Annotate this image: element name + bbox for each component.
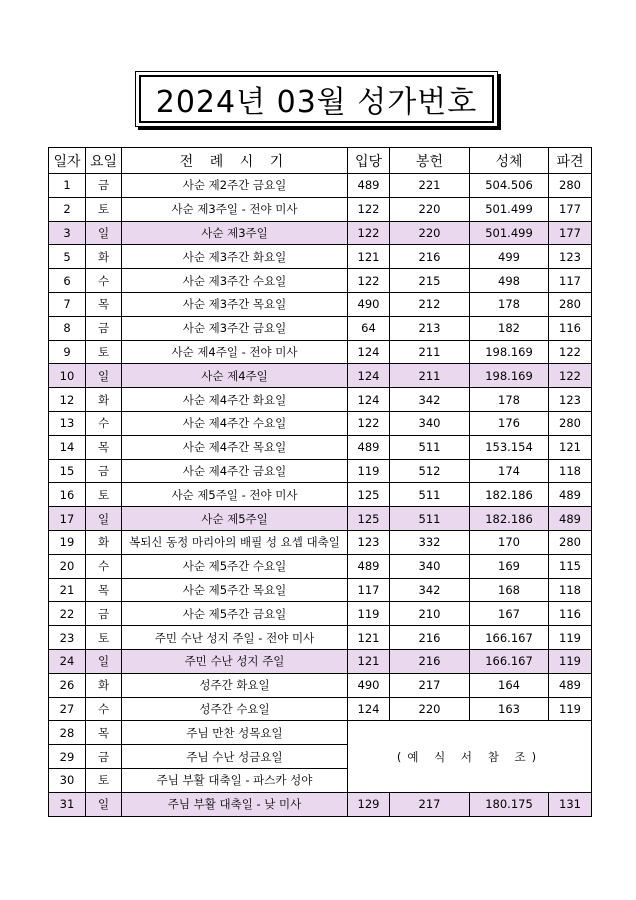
cell-entrance: 125 (348, 483, 390, 507)
cell-offertory: 212 (390, 292, 470, 316)
cell-dismissal: 489 (549, 483, 592, 507)
table-row-sunday (49, 792, 592, 816)
cell-offertory: 342 (390, 388, 470, 412)
merged-note: (예 식 서 참 조) (348, 721, 592, 792)
cell-liturgy: 사순 제4주간 금요일 (122, 459, 348, 483)
table-row (49, 697, 592, 721)
cell-offertory: 340 (390, 411, 470, 435)
cell-entrance: 121 (348, 626, 390, 650)
cell-communion: 176 (470, 411, 549, 435)
cell-entrance: 489 (348, 435, 390, 459)
cell-dismissal: 122 (549, 340, 592, 364)
cell-offertory: 210 (390, 602, 470, 626)
cell-offertory: 215 (390, 269, 470, 293)
cell-liturgy: 사순 제4주일 (122, 364, 348, 388)
cell-dismissal: 118 (549, 459, 592, 483)
cell-entrance: 119 (348, 602, 390, 626)
cell-dismissal: 177 (549, 197, 592, 221)
cell-communion: 174 (470, 459, 549, 483)
cell-entrance: 490 (348, 673, 390, 697)
cell-liturgy: 사순 제4주간 수요일 (122, 411, 348, 435)
cell-day: 6 (49, 269, 86, 293)
cell-liturgy: 사순 제4주간 목요일 (122, 435, 348, 459)
cell-day: 26 (49, 673, 86, 697)
cell-offertory: 340 (390, 554, 470, 578)
cell-offertory: 211 (390, 340, 470, 364)
cell-communion: 170 (470, 530, 549, 554)
cell-weekday: 금 (86, 602, 122, 626)
table-row (49, 197, 592, 221)
cell-offertory: 342 (390, 578, 470, 602)
cell-communion: 198.169 (470, 340, 549, 364)
cell-liturgy: 사순 제4주간 화요일 (122, 388, 348, 412)
cell-liturgy: 사순 제5주간 목요일 (122, 578, 348, 602)
cell-day: 7 (49, 292, 86, 316)
cell-day: 30 (49, 768, 86, 792)
cell-weekday: 토 (86, 768, 122, 792)
table-row (49, 626, 592, 650)
cell-entrance: 64 (348, 316, 390, 340)
cell-liturgy: 사순 제4주일 - 전야 미사 (122, 340, 348, 364)
cell-dismissal: 123 (549, 245, 592, 269)
cell-entrance: 489 (348, 554, 390, 578)
cell-communion: 164 (470, 673, 549, 697)
cell-day: 17 (49, 507, 86, 531)
cell-day: 27 (49, 697, 86, 721)
cell-liturgy: 주민 수난 성지 주일 (122, 649, 348, 673)
cell-communion: 182.186 (470, 483, 549, 507)
cell-dismissal: 121 (549, 435, 592, 459)
cell-weekday: 금 (86, 459, 122, 483)
cell-weekday: 토 (86, 197, 122, 221)
cell-weekday: 화 (86, 388, 122, 412)
cell-communion: 498 (470, 269, 549, 293)
cell-offertory: 217 (390, 792, 470, 816)
cell-communion: 166.167 (470, 649, 549, 673)
cell-liturgy: 복되신 동정 마리아의 배필 성 요셉 대축일 (122, 530, 348, 554)
cell-day: 24 (49, 649, 86, 673)
cell-communion: 166.167 (470, 626, 549, 650)
cell-communion: 153.154 (470, 435, 549, 459)
page-title: 2024년 03월 성가번호 (139, 75, 494, 123)
cell-entrance: 121 (348, 649, 390, 673)
table-row-sunday (49, 221, 592, 245)
cell-entrance: 489 (348, 174, 390, 198)
cell-liturgy: 사순 제5주일 (122, 507, 348, 531)
cell-dismissal: 280 (549, 292, 592, 316)
cell-entrance: 122 (348, 197, 390, 221)
cell-dismissal: 117 (549, 269, 592, 293)
cell-liturgy: 사순 제2주간 금요일 (122, 174, 348, 198)
header-row (49, 148, 592, 174)
cell-day: 29 (49, 745, 86, 769)
cell-entrance: 122 (348, 221, 390, 245)
cell-entrance: 124 (348, 364, 390, 388)
cell-dismissal: 116 (549, 316, 592, 340)
table-row (49, 292, 592, 316)
cell-dismissal: 123 (549, 388, 592, 412)
cell-liturgy: 사순 제3주일 - 전야 미사 (122, 197, 348, 221)
cell-weekday: 금 (86, 745, 122, 769)
table-row-sunday (49, 507, 592, 531)
cell-liturgy: 사순 제5주간 수요일 (122, 554, 348, 578)
table-row (49, 483, 592, 507)
cell-offertory: 217 (390, 673, 470, 697)
cell-dismissal: 489 (549, 507, 592, 531)
cell-communion: 178 (470, 292, 549, 316)
cell-weekday: 토 (86, 626, 122, 650)
cell-day: 12 (49, 388, 86, 412)
cell-weekday: 수 (86, 554, 122, 578)
cell-weekday: 일 (86, 221, 122, 245)
table-row (49, 554, 592, 578)
cell-liturgy: 성주간 화요일 (122, 673, 348, 697)
cell-entrance: 490 (348, 292, 390, 316)
header-communion: 성체 (470, 148, 549, 174)
cell-communion: 501.499 (470, 221, 549, 245)
cell-day: 19 (49, 530, 86, 554)
table-row (49, 269, 592, 293)
cell-day: 10 (49, 364, 86, 388)
cell-liturgy: 성주간 수요일 (122, 697, 348, 721)
cell-entrance: 124 (348, 697, 390, 721)
cell-weekday: 목 (86, 292, 122, 316)
table-row (49, 340, 592, 364)
cell-entrance: 125 (348, 507, 390, 531)
cell-communion: 178 (470, 388, 549, 412)
cell-offertory: 512 (390, 459, 470, 483)
table-row (49, 174, 592, 198)
cell-dismissal: 115 (549, 554, 592, 578)
cell-weekday: 토 (86, 483, 122, 507)
title-box (135, 71, 498, 127)
cell-entrance: 122 (348, 269, 390, 293)
header-dismissal: 파견 (549, 148, 592, 174)
cell-communion: 499 (470, 245, 549, 269)
cell-offertory: 511 (390, 483, 470, 507)
cell-offertory: 220 (390, 197, 470, 221)
cell-dismissal: 280 (549, 411, 592, 435)
cell-liturgy: 사순 제3주간 목요일 (122, 292, 348, 316)
cell-offertory: 211 (390, 364, 470, 388)
table-row (49, 578, 592, 602)
cell-communion: 182 (470, 316, 549, 340)
cell-offertory: 220 (390, 221, 470, 245)
cell-day: 13 (49, 411, 86, 435)
table-row (49, 721, 592, 745)
cell-communion: 504.506 (470, 174, 549, 198)
cell-weekday: 목 (86, 578, 122, 602)
cell-liturgy: 사순 제3주간 금요일 (122, 316, 348, 340)
cell-communion: 198.169 (470, 364, 549, 388)
table-row (49, 530, 592, 554)
cell-entrance: 129 (348, 792, 390, 816)
cell-communion: 180.175 (470, 792, 549, 816)
cell-liturgy: 사순 제3주간 화요일 (122, 245, 348, 269)
table-row (49, 316, 592, 340)
cell-day: 28 (49, 721, 86, 745)
header-entrance: 입당 (348, 148, 390, 174)
cell-offertory: 216 (390, 245, 470, 269)
cell-entrance: 124 (348, 388, 390, 412)
cell-dismissal: 131 (549, 792, 592, 816)
header-liturgy: 전 례 시 기 (122, 148, 348, 174)
cell-weekday: 일 (86, 649, 122, 673)
cell-liturgy: 주님 부활 대축일 - 낮 미사 (122, 792, 348, 816)
cell-dismissal: 116 (549, 602, 592, 626)
cell-offertory: 220 (390, 697, 470, 721)
cell-entrance: 124 (348, 340, 390, 364)
cell-liturgy: 사순 제5주간 금요일 (122, 602, 348, 626)
cell-weekday: 화 (86, 245, 122, 269)
cell-dismissal: 119 (549, 697, 592, 721)
cell-liturgy: 사순 제3주간 수요일 (122, 269, 348, 293)
cell-weekday: 금 (86, 174, 122, 198)
cell-weekday: 수 (86, 269, 122, 293)
cell-offertory: 216 (390, 649, 470, 673)
table-row (49, 245, 592, 269)
cell-day: 21 (49, 578, 86, 602)
cell-weekday: 수 (86, 411, 122, 435)
cell-day: 15 (49, 459, 86, 483)
table-row (49, 673, 592, 697)
cell-communion: 168 (470, 578, 549, 602)
cell-offertory: 221 (390, 174, 470, 198)
cell-day: 3 (49, 221, 86, 245)
cell-dismissal: 177 (549, 221, 592, 245)
cell-dismissal: 118 (549, 578, 592, 602)
cell-dismissal: 280 (549, 174, 592, 198)
cell-liturgy: 사순 제3주일 (122, 221, 348, 245)
cell-communion: 163 (470, 697, 549, 721)
cell-weekday: 목 (86, 721, 122, 745)
cell-communion: 169 (470, 554, 549, 578)
table-row (49, 435, 592, 459)
cell-communion: 167 (470, 602, 549, 626)
cell-communion: 182.186 (470, 507, 549, 531)
cell-weekday: 금 (86, 316, 122, 340)
cell-entrance: 117 (348, 578, 390, 602)
cell-liturgy: 사순 제5주일 - 전야 미사 (122, 483, 348, 507)
cell-dismissal: 122 (549, 364, 592, 388)
cell-weekday: 화 (86, 673, 122, 697)
cell-entrance: 122 (348, 411, 390, 435)
cell-liturgy: 주님 부활 대축일 - 파스카 성야 (122, 768, 348, 792)
cell-weekday: 수 (86, 697, 122, 721)
cell-offertory: 511 (390, 507, 470, 531)
cell-offertory: 216 (390, 626, 470, 650)
cell-liturgy: 주님 수난 성금요일 (122, 745, 348, 769)
cell-offertory: 332 (390, 530, 470, 554)
table-row (49, 602, 592, 626)
cell-entrance: 121 (348, 245, 390, 269)
cell-day: 31 (49, 792, 86, 816)
cell-weekday: 목 (86, 435, 122, 459)
cell-day: 16 (49, 483, 86, 507)
header-weekday: 요일 (86, 148, 122, 174)
hymn-schedule-table (48, 147, 592, 817)
table-row (49, 388, 592, 412)
cell-day: 14 (49, 435, 86, 459)
cell-entrance: 123 (348, 530, 390, 554)
cell-day: 1 (49, 174, 86, 198)
header-day: 일자 (49, 148, 86, 174)
table-row-sunday (49, 364, 592, 388)
table-row (49, 459, 592, 483)
cell-day: 22 (49, 602, 86, 626)
header-offertory: 봉헌 (390, 148, 470, 174)
cell-day: 23 (49, 626, 86, 650)
cell-day: 8 (49, 316, 86, 340)
table-row-sunday (49, 649, 592, 673)
cell-dismissal: 119 (549, 626, 592, 650)
cell-weekday: 일 (86, 507, 122, 531)
cell-entrance: 119 (348, 459, 390, 483)
table-row (49, 411, 592, 435)
cell-dismissal: 489 (549, 673, 592, 697)
cell-offertory: 511 (390, 435, 470, 459)
cell-dismissal: 280 (549, 530, 592, 554)
cell-day: 5 (49, 245, 86, 269)
cell-day: 20 (49, 554, 86, 578)
cell-communion: 501.499 (470, 197, 549, 221)
cell-day: 2 (49, 197, 86, 221)
cell-weekday: 토 (86, 340, 122, 364)
cell-dismissal: 119 (549, 649, 592, 673)
cell-liturgy: 주민 수난 성지 주일 - 전야 미사 (122, 626, 348, 650)
cell-day: 9 (49, 340, 86, 364)
cell-weekday: 일 (86, 792, 122, 816)
cell-offertory: 213 (390, 316, 470, 340)
cell-weekday: 일 (86, 364, 122, 388)
cell-liturgy: 주님 만찬 성목요일 (122, 721, 348, 745)
cell-weekday: 화 (86, 530, 122, 554)
